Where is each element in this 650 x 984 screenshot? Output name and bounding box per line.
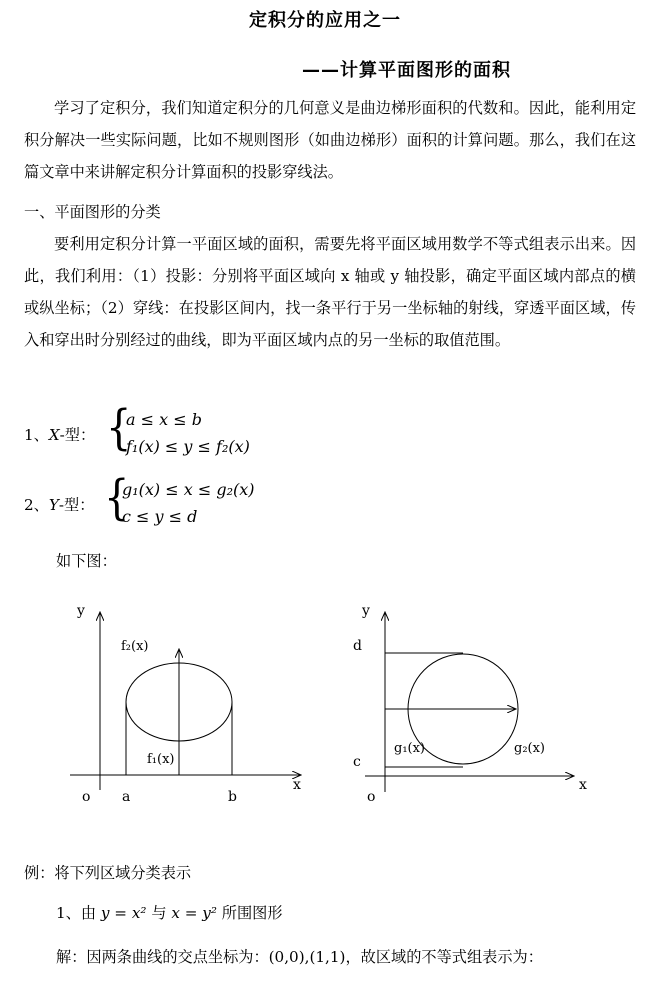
document-title: 定积分的应用之一 xyxy=(249,10,401,31)
right-g2-label: g₂(x) xyxy=(514,741,546,756)
left-a-label: a xyxy=(122,789,131,805)
type-y-label xyxy=(24,494,94,515)
right-c-label: c xyxy=(353,754,361,770)
example1-eq2: x = y² xyxy=(171,904,217,922)
type-y-system xyxy=(104,470,304,534)
type-x-var: X xyxy=(48,426,60,444)
intro-paragraph: 学习了定积分，我们知道定积分的几何意义是曲边梯形面积的代数和。因此，能利用定积分解决一些实际问题，比如不规则图形（如曲边梯形）面积的计算问题。那么，我们在这篇文章中来讲解定积分计算面积的投影穿线法。 xyxy=(24,99,636,181)
figure-y-type xyxy=(345,595,605,810)
left-f2-label: f₂(x) xyxy=(121,639,149,654)
type-x-cond2: f₁(x) ≤ y ≤ f₂(x) xyxy=(126,437,250,456)
type-y-var: Y xyxy=(48,496,59,514)
type-y-prefix: 2、 xyxy=(24,496,49,514)
example-1 xyxy=(56,902,283,923)
left-y-label: y xyxy=(77,603,85,619)
left-x-label: x xyxy=(293,777,301,793)
solution-prefix: 解：因两条曲线的交点坐标为： xyxy=(56,948,269,966)
solution-points: (0,0),(1,1) xyxy=(268,948,346,966)
example1-prefix: 1、由 xyxy=(56,904,101,922)
example1-suffix: 所围图形 xyxy=(216,904,283,922)
left-origin-label: o xyxy=(82,789,91,805)
solution-suffix: ，故区域的不等式组表示为： xyxy=(345,948,543,966)
type-x-cond1: a ≤ x ≤ b xyxy=(126,410,202,429)
right-origin-label: o xyxy=(367,789,376,805)
right-d-label: d xyxy=(353,638,362,654)
document-subtitle: ——计算平面图形的面积 xyxy=(302,60,511,81)
example1-middle: 与 xyxy=(146,904,172,922)
type-y-cond2: c ≤ y ≤ d xyxy=(122,507,198,526)
section1-paragraph: 要利用定积分计算一平面区域的面积，需要先将平面区域用数学不等式组表示出来。因此，我们利用：（1）投影：分别将平面区域向 x 轴或 y 轴投影，确定平面区域内部点的横或纵坐标；（2）穿线：在投影区间内，找一条平行于另一坐标轴的射线，穿透平面区域，传入和穿出时分别经过的曲线，即为平面区域内点的另一坐标的取值范围。 xyxy=(24,235,636,349)
right-x-label: x xyxy=(579,777,587,793)
type-y-cond1: g₁(x) ≤ x ≤ g₂(x) xyxy=(122,480,255,499)
figure-x-type xyxy=(60,595,310,810)
right-g1-label: g₁(x) xyxy=(394,741,426,756)
type-x-brace: { xyxy=(106,400,132,456)
right-y-label: y xyxy=(362,603,370,619)
left-f1-label: f₁(x) xyxy=(147,752,175,767)
type-y-suffix: -型： xyxy=(58,496,95,514)
example-heading: 例：将下列区域分类表示 xyxy=(24,864,192,882)
type-x-system xyxy=(106,400,306,464)
section1-heading: 一、平面图形的分类 xyxy=(24,203,161,221)
type-x-prefix: 1、 xyxy=(24,426,49,444)
type-x-label xyxy=(24,424,95,445)
type-y-brace: { xyxy=(104,470,130,526)
example1-eq1: y = x² xyxy=(100,904,147,922)
left-b-label: b xyxy=(228,789,237,805)
solution-line xyxy=(56,946,543,967)
figure-intro: 如下图： xyxy=(56,552,117,570)
type-x-suffix: -型： xyxy=(59,426,96,444)
